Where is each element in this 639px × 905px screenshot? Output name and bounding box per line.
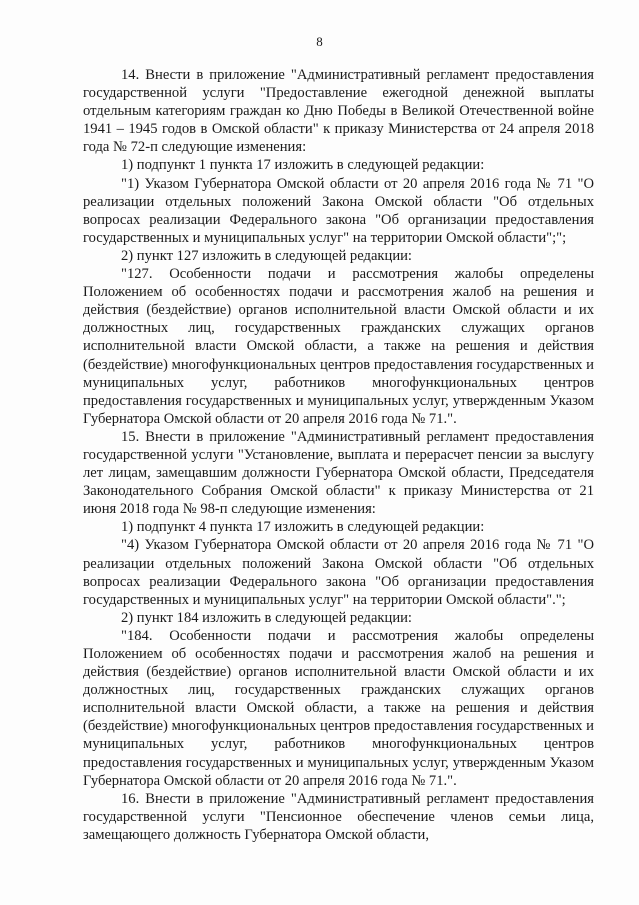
paragraph-subitem-1: 1) подпункт 1 пункта 17 изложить в следующей редакции: — [121, 157, 485, 174]
paragraph-quote-4: "4) Указом Губернатора Омской области от 20 апреля 2016 года № 71 "О реализации отдельных положений Закона Омской области "Об отдельных вопросах реализации Федерального закона "Об организации предоставления государственных и муниципальных услуг" на территории Омской области"."; — [83, 537, 594, 608]
paragraph-item-16: 16. Внести в приложение "Административный регламент предоставления государственной услуги "Пенсионное обеспечение членов семьи лица, замещающего должность Губернатора Омской области, — [83, 790, 594, 843]
paragraph-item-15: 15. Внести в приложение "Административный регламент предоставления государственной услуги "Установление, выплата и перерасчет пенсии за выслугу лет лицам, замещавшим должности Губернатора Омской области, Председателя Законодательного Собрания Омской области" к приказу Министерства от 21 июня 2018 года № 98-п следующие изменения: — [83, 428, 594, 518]
paragraph-subitem-2b: 2) пункт 184 изложить в следующей редакции: — [121, 609, 412, 626]
paragraph-quote-184: "184. Особенности подачи и рассмотрения жалобы определены Положением об особенностях подачи и рассмотрения жалоб на решения и действия (бездействие) органов исполнительной власти Омской области и их должностных лиц, государственных гражданских служащих органов исполнительной власти Омской области, а также на решения и действия (бездействие) многофункциональных центров предоставления государственных и муниципальных услуг, работников многофункциональных центров предоставления государственных и муниципальных услуг, утвержденным Указом Губернатора Омской области от 20 апреля 2016 года № 71.". — [83, 627, 594, 789]
paragraph-quote-127: "127. Особенности подачи и рассмотрения жалобы определены Положением об особенностях подачи и рассмотрения жалоб на решения и действия (бездействие) органов исполнительной власти Омской области и их должностных лиц, государственных гражданских служащих органов исполнительной власти Омской области, а также на решения и действия (бездействие) многофункциональных центров предоставления государственных и муниципальных услуг, работников многофункциональных центров предоставления государственных и муниципальных услуг, утвержденным Указом Губернатора Омской области от 20 апреля 2016 года № 71.". — [83, 266, 594, 427]
paragraph-subitem-1b: 1) подпункт 4 пункта 17 изложить в следующей редакции: — [121, 519, 485, 536]
paragraph-item-14: 14. Внести в приложение "Административный регламент предоставления государственной услуги "Предоставление ежегодной денежной выплаты отдельным категориям граждан ко Дню Победы в Великой Отечественной войне 1941 – 1945 годов в Омской области" к приказу Министерства от 24 апреля 2018 года № 72-п следующие изменения: — [83, 67, 594, 156]
paragraph-quote-1: "1) Указом Губернатора Омской области от 20 апреля 2016 года № 71 "О реализации отдельных положений Закона Омской области "Об отдельных вопросах реализации Федерального закона "Об организации предоставления государственных и муниципальных услуг" на территории Омской области";"; — [83, 175, 594, 246]
paragraph-subitem-2: 2) пункт 127 изложить в следующей редакции: — [121, 247, 412, 264]
document-body — [83, 66, 594, 844]
page-number: 8 — [316, 34, 323, 49]
